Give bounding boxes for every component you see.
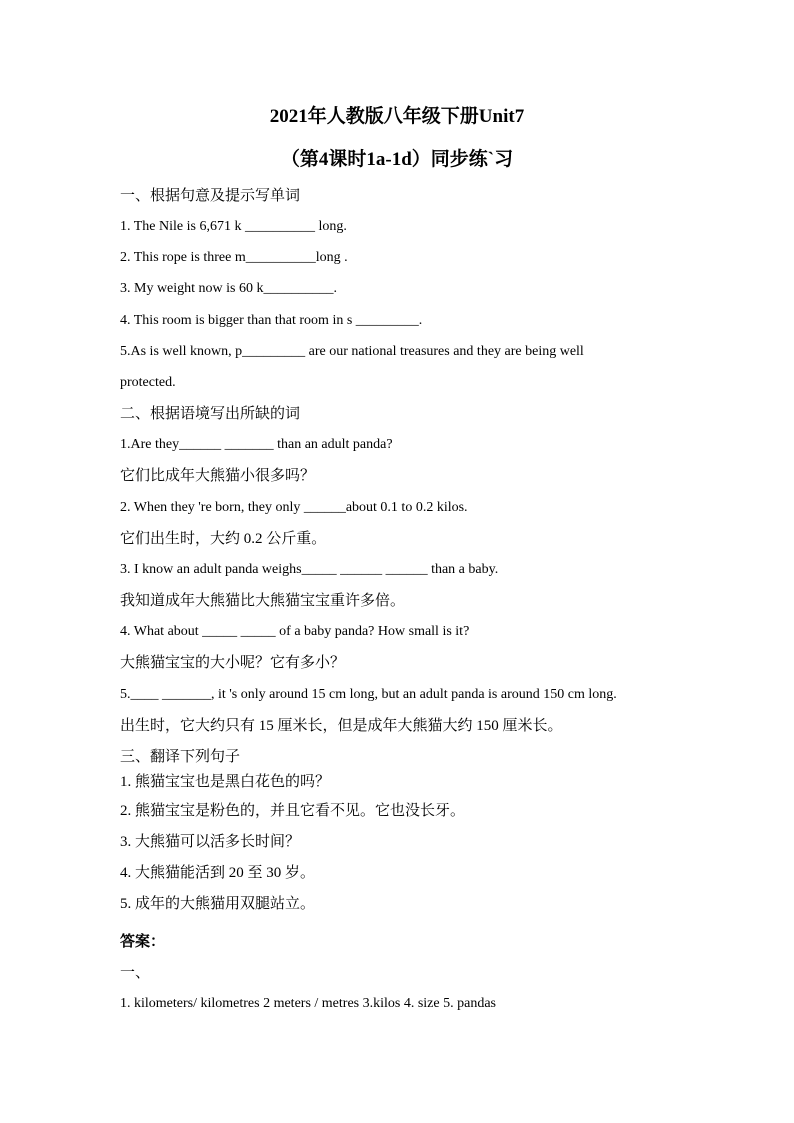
title-line-2: （第4课时1a-1d）同步练`习 — [280, 149, 514, 170]
section-3-item-4: 4. 大熊猫能活到 20 至 30 岁。 — [120, 865, 316, 881]
section-2-item-2: 2. When they 're born, they only ______about 0.1 to 0.2 kilos. — [120, 500, 468, 515]
section-3-item-3: 3. 大熊猫可以活多长时间？ — [120, 834, 301, 850]
section-1-item-1: 1. The Nile is 6,671 k __________ long. — [120, 219, 347, 234]
section-3-item-5: 5. 成年的大熊猫用双腿站立。 — [120, 896, 316, 912]
section-1-item-2: 2. This rope is three m__________long . — [120, 250, 348, 265]
section-1-item-3: 3. My weight now is 60 k__________. — [120, 281, 337, 296]
section-1-item-5-continued: protected. — [120, 375, 176, 390]
answers-heading: 答案： — [120, 934, 166, 950]
section-2-item-3-translation: 我知道成年大熊猫比大熊猫宝宝重许多倍。 — [120, 593, 406, 609]
section-2-item-4-translation: 大熊猫宝宝的大小呢？它有多小？ — [120, 655, 346, 671]
answers-part-1-text: 1. kilometers/ kilometres 2 meters / metres 3.kilos 4. size 5. pandas — [120, 996, 496, 1011]
section-1-item-5: 5.As is well known, p_________ are our national treasures and they are being well — [120, 344, 584, 359]
section-3-heading: 三、翻译下列句子 — [120, 749, 241, 765]
section-2-item-5-translation: 出生时，它大约只有 15 厘米长，但是成年大熊猫大约 150 厘米长。 — [120, 718, 563, 734]
section-2-heading: 二、根据语境写出所缺的词 — [120, 406, 301, 422]
section-2-item-2-translation: 它们出生时，大约 0.2 公斤重。 — [120, 531, 327, 547]
section-2-item-4: 4. What about _____ _____ of a baby panda? How small is it? — [120, 624, 470, 639]
section-3-item-2: 2. 熊猫宝宝是粉色的，并且它看不见。它也没长牙。 — [120, 803, 466, 819]
section-2-item-1-translation: 它们比成年大熊猫小很多吗？ — [120, 468, 316, 484]
section-1-heading: 一、根据句意及提示写单词 — [120, 188, 301, 204]
answers-part-1-label: 一、 — [120, 965, 151, 981]
title-line-1: 2021年人教版八年级下册Unit7 — [269, 106, 525, 127]
section-2-item-5: 5.____ _______, it 's only around 15 cm long, but an adult panda is around 150 cm long. — [120, 687, 617, 702]
section-2-item-1: 1.Are they______ _______ than an adult panda? — [120, 437, 393, 452]
section-1-item-4: 4. This room is bigger than that room in s _________. — [120, 313, 423, 328]
section-2-item-3: 3. I know an adult panda weighs_____ ______ ______ than a baby. — [120, 562, 499, 577]
section-3-item-1: 1. 熊猫宝宝也是黑白花色的吗？ — [120, 774, 331, 790]
